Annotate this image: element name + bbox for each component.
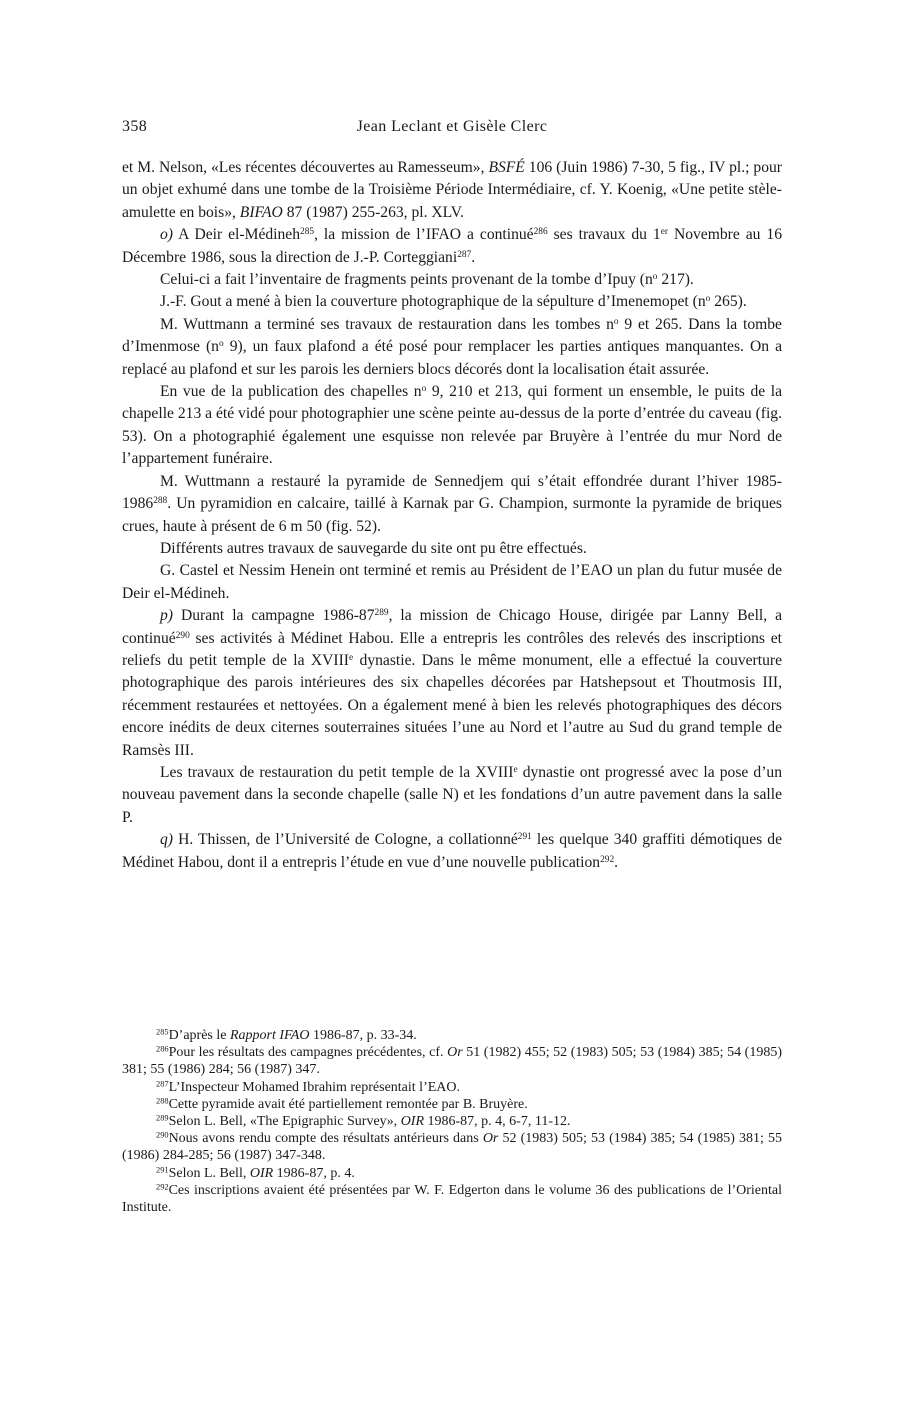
paragraph-p9: p) Durant la campagne $1986-87^{289}$, la mission de Chicago House, dirigée par Lanny Bell, a continué$^{290}$ ses activités à Médinet Habou. Elle a entrepris les contrôles des relevés des inscriptions et reliefs du petit temple de la XVIIIe dynastie. Dans le même monument, elle a effectué la couverture photographique des parois intérieures des six chapelles décorées par Hatshepsout et Thoutmosis III, récemment restaurées et nettoyées. On a également mené à bien les relevés photographiques des décors encore inédits de deux citernes souterraines situées l’une au Nord et l’autre au Sud du grand temple de Ramsès III. bbox=[122, 607, 782, 759]
paragraph-p3: J.-F. Gout a mené à bien la couverture photographique de la sépulture d’Imenemopet ($n^o$ 265). bbox=[160, 293, 747, 311]
footnote-n287: $^{287}$L’Inspecteur Mohamed Ibrahim représentait l’EAO. bbox=[156, 1079, 460, 1095]
body-text bbox=[122, 157, 782, 874]
paragraph-p0: et M. Nelson, «Les récentes découvertes au Ramesseum», BSFÉ 106 (Juin 1986) 7-30, 5 fig., IV pl.; pour un objet exhumé dans une tombe de la Troisième Période Intermédiaire, cf. Y. Koenig, «Une petite stèle-amulette en bois», BIFAO 87 (1987) 255-263, pl. XLV. bbox=[122, 159, 782, 221]
paragraph-p2: Celui-ci a fait l’inventaire de fragments peints provenant de la tombe d’Ipuy ($n^o$ 217). bbox=[160, 271, 694, 289]
footnote-n288: $^{288}$Cette pyramide avait été partiellement remontée par B. Bruyère. bbox=[156, 1096, 528, 1112]
footnote-n292: $^{292}$Ces inscriptions avaient été présentées par W. F. Edgerton dans le volume 36 des publications de l’Oriental Institute. bbox=[122, 1182, 782, 1216]
footnotes bbox=[122, 1027, 782, 1216]
running-title: Jean Leclant et Gisèle Clerc bbox=[356, 118, 548, 135]
paragraph-p8: G. Castel et Nessim Henein ont terminé et remis au Président de l’EAO un plan du futur musée de Deir el-Médineh. bbox=[122, 562, 782, 602]
footnote-n290: $^{290}$Nous avons rendu compte des résultats antérieurs dans Or 52 (1983) 505; 53 (1984) 385; 54 (1985) 381; 55 (1986) 284-285; 56 (1987) 347-348. bbox=[122, 1130, 782, 1164]
paragraph-p7: Différents autres travaux de sauvegarde du site ont pu être effectués. bbox=[160, 539, 587, 557]
footnote-n285: $^{285}$D’après le Rapport IFAO 1986-87, p. 33-34. bbox=[156, 1027, 417, 1043]
paragraph-p1: o) A Deir el-Médineh$^{285}$, la mission de l’IFAO a continué$^{286}$ ses travaux du 1er Novembre au 16 Décembre 1986, sous la direction de J.-P. Corteggiani$^{287}$. bbox=[122, 226, 782, 266]
paragraph-p4: M. Wuttmann a terminé ses travaux de restauration dans les tombes $n^o$ 9 et 265. Dans la tombe d’Imenmose ($n^o$ 9), un faux plafond a été posé pour remplacer les parties antiques manquantes. On a replacé au plafond et sur les parois les derniers blocs décorés dont la localisation était assurée. bbox=[122, 315, 782, 378]
footnote-n289: $^{289}$Selon L. Bell, «The Epigraphic Survey», OIR 1986-87, p. 4, 6-7, 11-12. bbox=[156, 1113, 571, 1130]
footnote-n286: $^{286}$Pour les résultats des campagnes précédentes, cf. Or 51 (1982) 455; 52 (1983) 505; 53 (1984) 385; 54 (1985) 381; 55 (1986) 284; 56 (1987) 347. bbox=[122, 1044, 782, 1078]
page-header bbox=[122, 118, 782, 140]
paragraph-p5: En vue de la publication des chapelles $n^o$ 9, 210 et 213, qui forment un ensemble, le puits de la chapelle 213 a été vidé pour photographier une scène peinte au-dessus de la porte d’entrée du caveau (fig. 53). On a photographié également une esquisse non relevée par Bruyère à l’entrée du mur Nord de l’appartement funéraire. bbox=[122, 383, 782, 468]
paragraph-p10: Les travaux de restauration du petit temple de la XVIIIe dynastie ont progressé avec la pose d’un nouveau pavement dans la seconde chapelle (salle N) et les fondations d’un autre pavement dans la salle P. bbox=[122, 763, 783, 826]
paragraph-p11: q) H. Thissen, de l’Université de Cologne, a collationné$^{291}$ les quelque 340 graffiti démotiques de Médinet Habou, dont il a entrepris l’étude en vue d’une nouvelle publication$^{292}$. bbox=[122, 831, 782, 871]
page-number: 358 bbox=[122, 118, 148, 135]
paragraph-p6: M. Wuttmann a restauré la pyramide de Sennedjem qui s’était effondrée durant l’hiver 1985-1986$^{288}$. Un pyramidion en calcaire, taillé à Karnak par G. Champion, surmonte la pyramide de briques crues, haute à présent de 6 m 50 (fig. 52). bbox=[122, 472, 782, 535]
footnote-n291: $^{291}$Selon L. Bell, OIR 1986-87, p. 4. bbox=[156, 1165, 355, 1181]
